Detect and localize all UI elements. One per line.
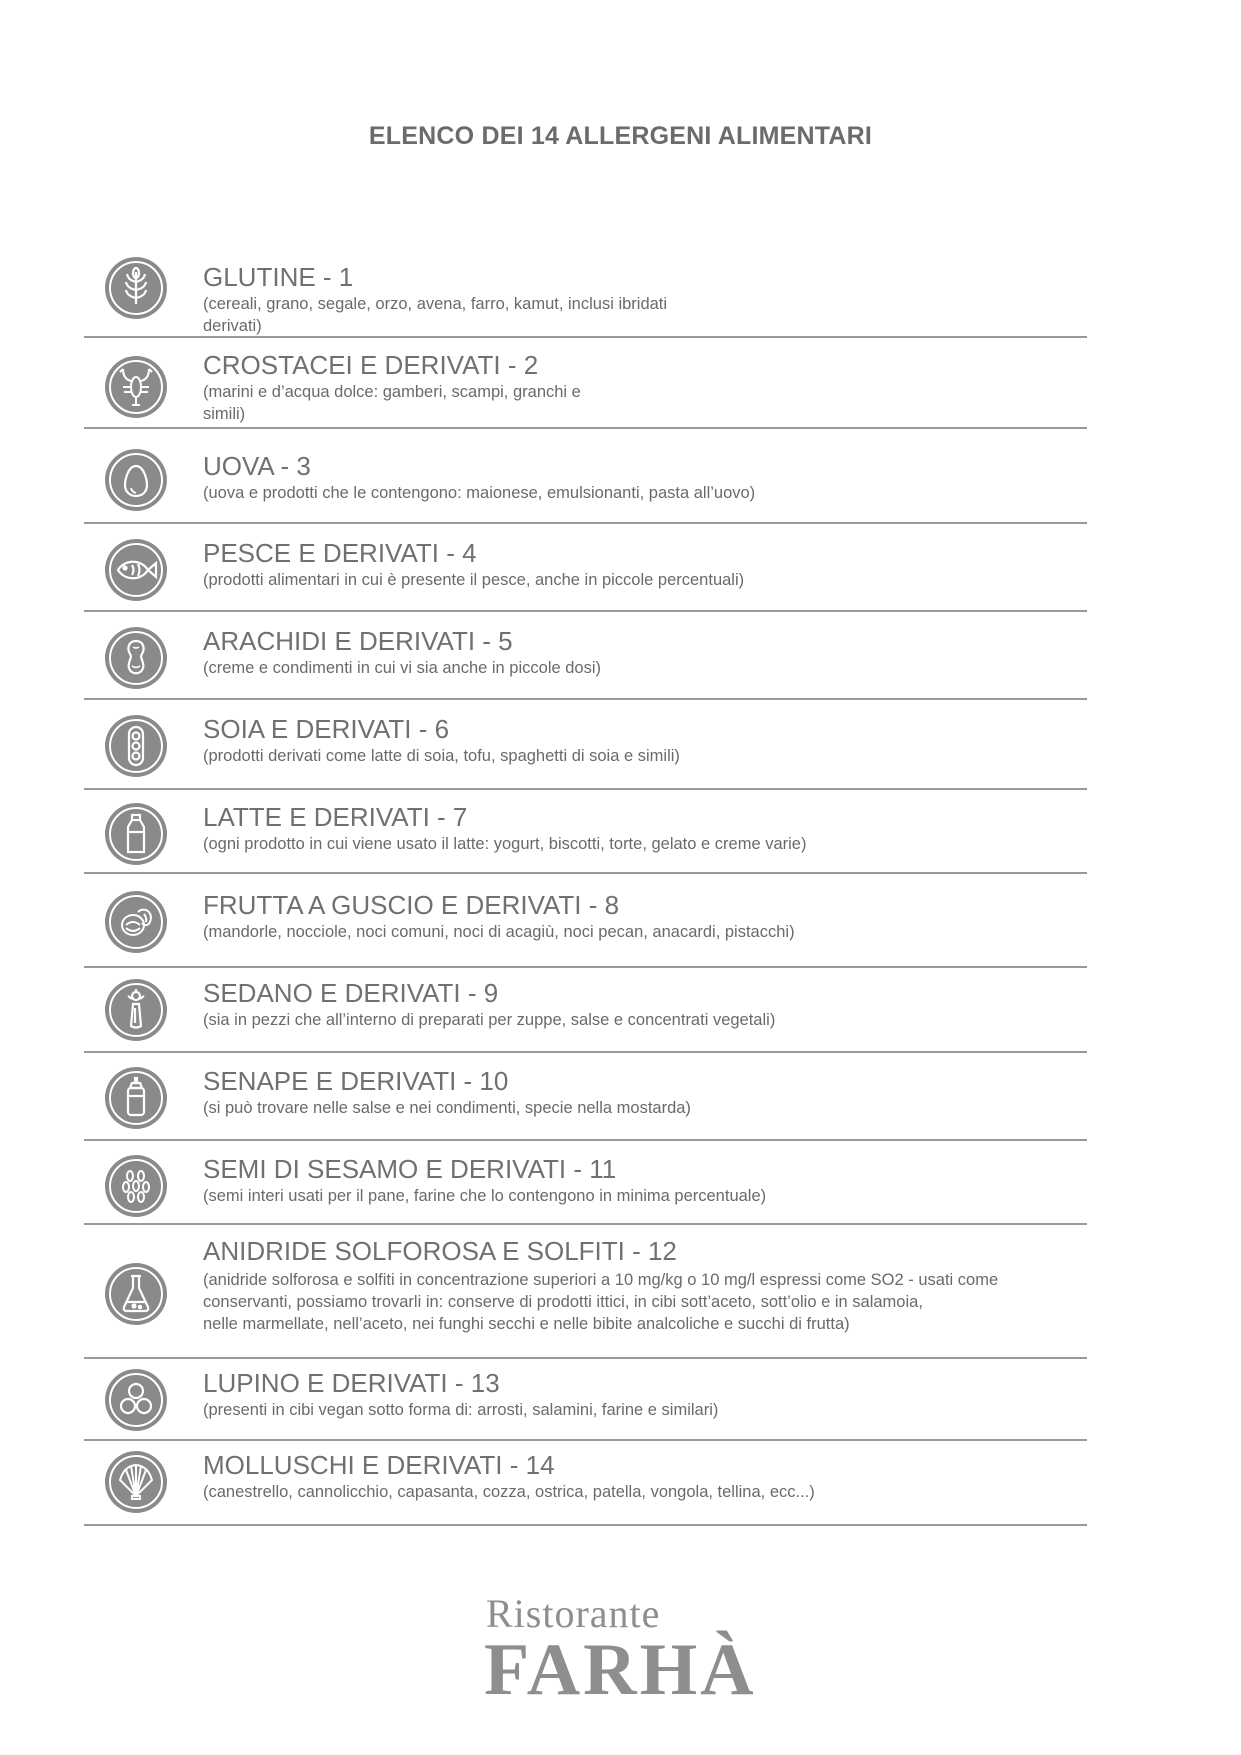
divider [84, 1223, 1087, 1225]
divider [84, 1051, 1087, 1053]
divider [84, 966, 1087, 968]
divider [84, 522, 1087, 524]
allergen-description: (marini e d’acqua dolce: gamberi, scampi, granchi e simili) [203, 383, 581, 423]
allergen-description: (sia in pezzi che all’interno di preparati per zuppe, salse e concentrati vegetali) [203, 1011, 776, 1029]
allergen-title: ARACHIDI E DERIVATI - 5 [203, 626, 513, 656]
allergen-description: (si può trovare nelle salse e nei condimenti, specie nella mostarda) [203, 1099, 691, 1117]
allergen-description: (uova e prodotti che le contengono: maionese, emulsionanti, pasta all’uovo) [203, 484, 756, 502]
mustard-icon [104, 1066, 168, 1130]
divider [84, 1524, 1087, 1526]
allergen-title: PESCE E DERIVATI - 4 [203, 538, 477, 568]
fish-icon [104, 538, 168, 602]
shell-icon [104, 1450, 168, 1514]
divider [84, 1439, 1087, 1441]
lobster-icon [104, 355, 168, 419]
allergen-description: (canestrello, cannolicchio, capasanta, cozza, ostrica, patella, vongola, tellina, ecc...) [203, 1483, 815, 1501]
divider [84, 610, 1087, 612]
divider [84, 872, 1087, 874]
allergen-description: (anidride solforosa e solfiti in concentrazione superiori a 10 mg/kg o 10 mg/l espressi come SO2 - usati come conservanti, possiamo trovarli in: conserve di prodotti ittici, in cibi sott’aceto, sott’olio e in salamoia, nelle marmellate, nell’aceto, nei funghi secchi e nelle bibite analcoliche e succhi di frutta) [203, 1271, 999, 1333]
logo-line1: Ristorante [486, 1591, 661, 1636]
allergen-title: SEDANO E DERIVATI - 9 [203, 978, 499, 1008]
wheat-icon [104, 256, 168, 320]
sesame-icon [104, 1154, 168, 1218]
divider [84, 336, 1087, 338]
allergen-description: (prodotti derivati come latte di soia, tofu, spaghetti di soia e simili) [203, 747, 680, 765]
allergen-title: MOLLUSCHI E DERIVATI - 14 [203, 1450, 555, 1480]
soy-icon [104, 714, 168, 778]
divider [84, 698, 1087, 700]
allergen-description: (prodotti alimentari in cui è presente il pesce, anche in piccole percentuali) [203, 571, 745, 589]
allergen-title: ANIDRIDE SOLFOROSA E SOLFITI - 12 [203, 1236, 677, 1266]
milk-bottle-icon [104, 802, 168, 866]
divider [84, 788, 1087, 790]
allergen-title: SOIA E DERIVATI - 6 [203, 714, 450, 744]
allergen-title: UOVA - 3 [203, 451, 311, 481]
divider [84, 427, 1087, 429]
logo-line2: FARHÀ [484, 1629, 757, 1711]
flask-icon [104, 1262, 168, 1326]
nut-icon [104, 890, 168, 954]
allergen-description: (cereali, grano, segale, orzo, avena, farro, kamut, inclusi ibridati derivati) [203, 295, 668, 335]
allergen-description: (semi interi usati per il pane, farine che lo contengono in minima percentuale) [203, 1187, 767, 1205]
lupin-icon [104, 1368, 168, 1432]
allergen-title: LATTE E DERIVATI - 7 [203, 802, 468, 832]
allergen-title: GLUTINE - 1 [203, 262, 354, 292]
peanut-icon [104, 626, 168, 690]
allergen-description: (mandorle, nocciole, noci comuni, noci di acagiù, noci pecan, anacardi, pistacchi) [203, 923, 795, 941]
egg-icon [104, 448, 168, 512]
allergen-title: SENAPE E DERIVATI - 10 [203, 1066, 509, 1096]
divider [84, 1139, 1087, 1141]
allergen-title: SEMI DI SESAMO E DERIVATI - 11 [203, 1154, 617, 1184]
allergen-title: CROSTACEI E DERIVATI - 2 [203, 350, 539, 380]
allergen-description: (creme e condimenti in cui vi sia anche in piccole dosi) [203, 659, 602, 677]
divider [84, 1357, 1087, 1359]
allergen-description: (ogni prodotto in cui viene usato il latte: yogurt, biscotti, torte, gelato e creme varie) [203, 835, 807, 853]
allergen-title: FRUTTA A GUSCIO E DERIVATI - 8 [203, 890, 620, 920]
celery-icon [104, 978, 168, 1042]
allergen-description: (presenti in cibi vegan sotto forma di: arrosti, salamini, farine e similari) [203, 1401, 719, 1419]
page-title: ELENCO DEI 14 ALLERGENI ALIMENTARI [368, 122, 873, 150]
allergen-title: LUPINO E DERIVATI - 13 [203, 1368, 500, 1398]
